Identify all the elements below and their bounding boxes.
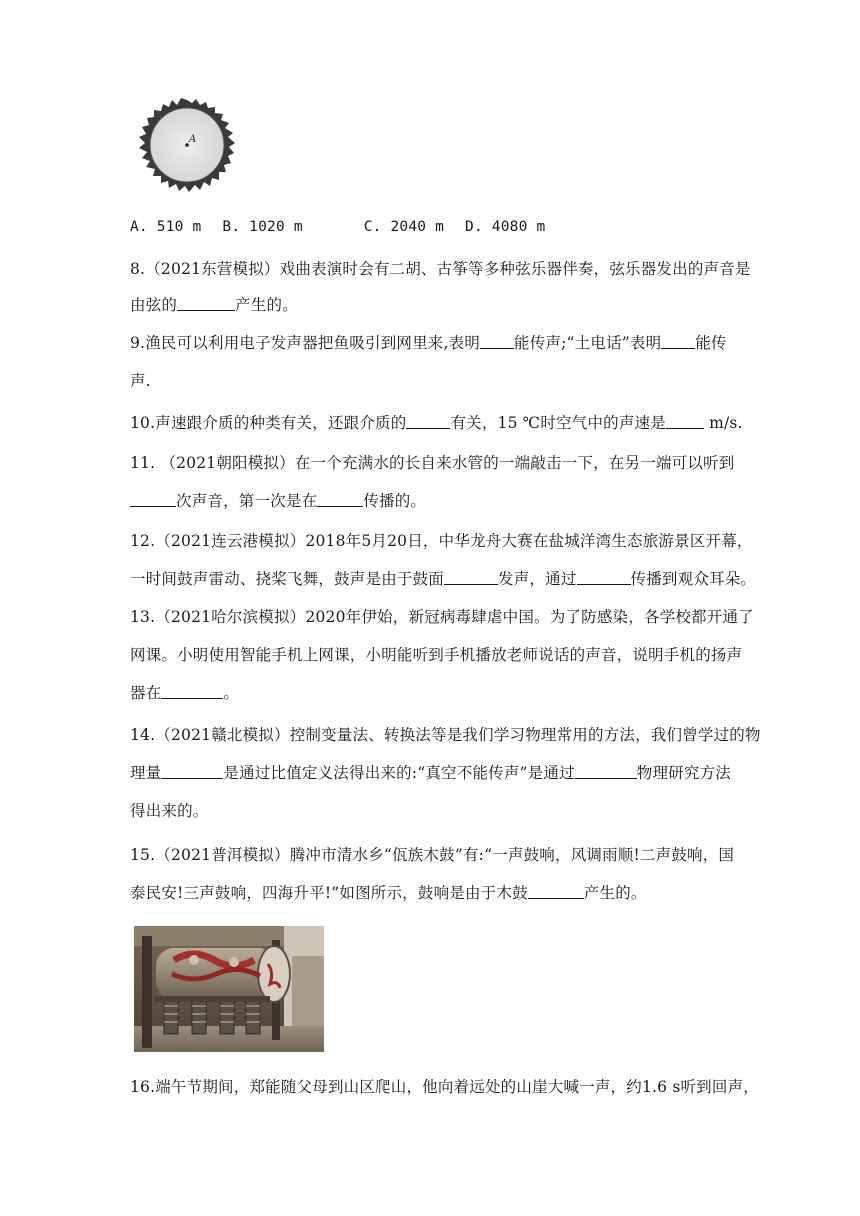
wooden-drum-photo xyxy=(134,926,324,1052)
q12-line2: 一时间鼓声雷动、挠桨飞舞，鼓声是由于鼓面 发声，通过 传播到观众耳朵。 xyxy=(130,570,757,588)
q7-options xyxy=(130,216,545,238)
answer-blank[interactable] xyxy=(161,764,223,779)
q14-line1: 14.（2021赣北模拟）控制变量法、转换法等是我们学习物理常用的方法，我们曾学过的物 xyxy=(130,726,761,744)
answer-blank[interactable] xyxy=(480,334,514,349)
answer-blank[interactable] xyxy=(575,764,637,779)
point-a-label: A xyxy=(189,134,197,145)
q9-line2: 声. xyxy=(130,372,151,390)
option-c: C. 2040 m xyxy=(363,219,445,235)
circle-figure xyxy=(134,96,240,196)
answer-blank[interactable] xyxy=(130,492,176,507)
option-b: B. 1020 m xyxy=(222,219,303,235)
q14-line2: 理量 是通过比值定义法得出来的:“真空不能传声”是通过 物理研究方法 xyxy=(130,764,731,782)
q11-line2: 次声音，第一次是在 传播的。 xyxy=(130,490,426,512)
answer-blank[interactable] xyxy=(317,492,363,507)
q10-line1: 10.声速跟介质的种类有关，还跟介质的 有关，15 ℃时空气中的声速是 m/s. xyxy=(130,414,743,432)
answer-blank[interactable] xyxy=(161,684,223,699)
answer-blank[interactable] xyxy=(666,414,704,429)
answer-blank[interactable] xyxy=(406,414,450,429)
q13-line3: 器在 。 xyxy=(130,684,240,702)
q15-line2: 泰民安!三声鼓响，四海升平!”如图所示，鼓响是由于木鼓 产生的。 xyxy=(130,884,647,902)
q8-line1: 8.（2021东营模拟）戏曲表演时会有二胡、古筝等多种弦乐器伴奏，弦乐器发出的声音是 xyxy=(130,260,751,278)
answer-blank[interactable] xyxy=(177,296,235,311)
q11-line1: 11. （2021朝阳模拟）在一个充满水的长自来水管的一端敲击一下，在另一端可以听到 xyxy=(130,454,735,472)
q13-line2: 网课。小明使用智能手机上网课，小明能听到手机播放老师说话的声音，说明手机的扬声 xyxy=(130,646,743,664)
option-d: D. 4080 m xyxy=(465,219,546,235)
q14-line3: 得出来的。 xyxy=(130,802,209,820)
q12-line1: 12.（2021连云港模拟）2018年5月20日，中华龙舟大赛在盐城洋湾生态旅游景区开幕， xyxy=(130,532,753,550)
answer-blank[interactable] xyxy=(577,570,631,585)
answer-blank[interactable] xyxy=(444,570,498,585)
option-a: A. 510 m xyxy=(130,219,202,235)
q13-line1: 13.（2021哈尔滨模拟）2020年伊始，新冠病毒肆虐中国。为了防感染，各学校都开通了 xyxy=(130,608,754,626)
q9-line1: 9.渔民可以利用电子发声器把鱼吸引到网里来,表明 能传声;“土电话”表明 能传 xyxy=(130,334,727,352)
answer-blank[interactable] xyxy=(661,334,695,349)
q15-line1: 15.（2021普洱模拟）腾冲市清水乡“佤族木鼓”有:“一声鼓响，风调雨顺!二声鼓响，国 xyxy=(130,846,735,864)
q16-line1: 16.端午节期间，郑能随父母到山区爬山，他向着远处的山崖大喊一声，约1.6 s听到回声， xyxy=(130,1078,759,1096)
answer-blank[interactable] xyxy=(528,884,584,899)
q8-line2: 由弦的 产生的。 xyxy=(130,296,298,314)
